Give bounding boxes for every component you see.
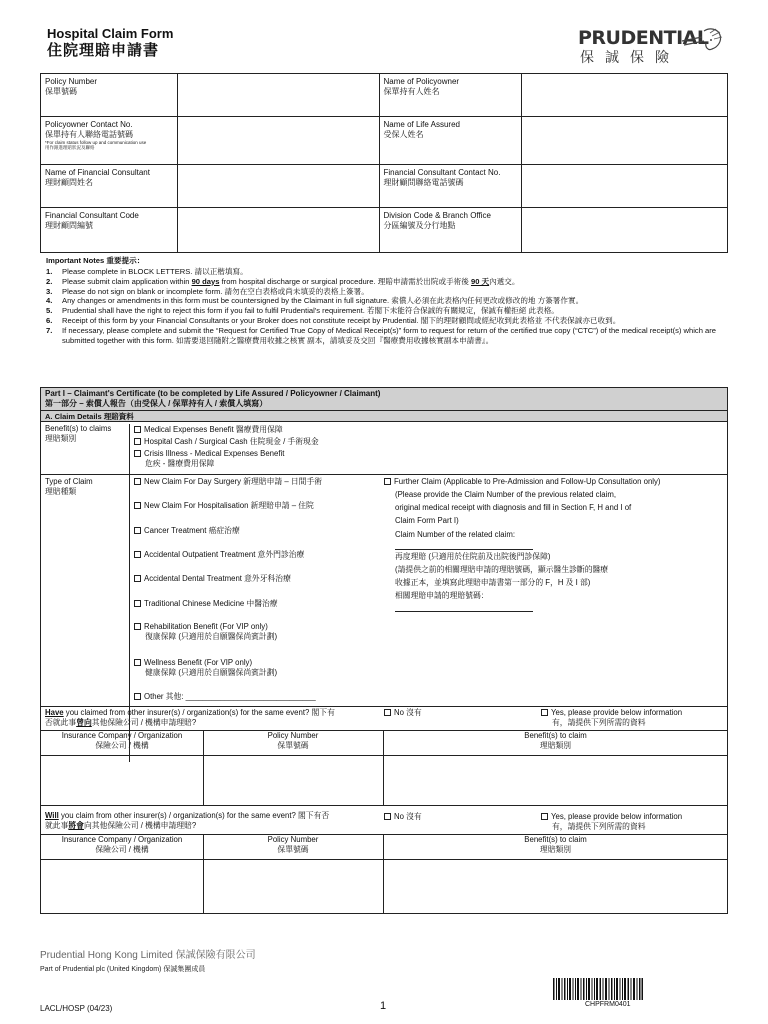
type-further-claim[interactable]: Further Claim (Applicable to Pre-Admission and Follow-Up Consultation only) (Please provide the Claim Number of the previous related claim, original medical receipt with diagnosis and fill in Section F, H and I of Claim Form Part I) Claim Number of the related claim: 再度理賠 (只適用於住院前及出院後門診保障) (請提供之前的相關理賠申請的理賠號碼，顯示醫生診斷的醫療 收據正本，並填寫此理賠申請書第一部分的 F，H 及 I 部) 相關理賠申請的理賠號碼：	[384, 477, 724, 612]
type-rehabilitation[interactable]: Rehabilitation Benefit (For VIP only) 復康保障 (只適用於自願醫保尚賓計劃)	[134, 622, 277, 642]
benefit-crisis-illness[interactable]: Crisis Illness - Medical Expenses Benefit 危疾 - 醫療費用保障	[134, 449, 284, 469]
part-one-heading: Part I – Claimant's Certificate (to be completed by Life Assured / Policyowner / Claimant) 第一部分 – 索償人報告（由受保人 / 保單持有人 / 索償人填寫）	[41, 388, 727, 411]
note-2: 2. Please submit claim application within 90 days from hospital discharge or surgical procedure. 理賠申請需於出院或手術後 90 天內遞交。	[46, 276, 520, 286]
col-benefit-to-claim-2: Benefit(s) to claim 理賠類別	[524, 835, 587, 855]
division-field[interactable]	[522, 208, 728, 253]
other-insurer-question-future: Will you claim from other insurer(s) / organization(s) for the same event? 閣下有否就此事將會向其他保險公司 / 機構申請理賠?	[45, 811, 330, 831]
policy-info-table	[40, 73, 728, 253]
form-title-chinese: 住院理賠申請書	[47, 42, 160, 59]
policy-number-field[interactable]	[177, 74, 379, 117]
type-wellness[interactable]: Wellness Benefit (For VIP only) 健康保障 (只適用於自願醫保尚賓計劃)	[134, 658, 277, 678]
fc-contact-label: Financial Consultant Contact No. 理財顧問聯絡電話號碼	[379, 165, 522, 208]
type-chinese-medicine[interactable]: Traditional Chinese Medicine 中醫治療	[134, 599, 278, 609]
note-5: 5. Prudential shall have the right to reject this form if you fail to fulfil Prudential's requirement. 若閣下未能符合保誠的有關規定，保誠有權拒絕 此表格。	[46, 306, 559, 316]
col-policy-number-2: Policy Number 保單號碼	[267, 835, 319, 855]
note-3: 3. Please do not sign on blank or incomplete form. 請勿在空白表格或尚未填妥的表格上簽署。	[46, 286, 369, 296]
policyowner-contact-label: Policyowner Contact No. 保單持有人聯絡電話號碼 *For claim status follow up and communication use 用作跟進理賠狀況及聯絡	[41, 117, 178, 165]
note-7: 7. If necessary, please complete and submit the “Request for Certified True Copy of Medical Receipt(s)” form to request for return of the certified true copy (“CTC”) of the medical receipt(s) which are submitted together with this form. 如需要退回隨附之醫療費用收據之核實 副本，請填妥及交回『醫療費用收據核實副本申請書』。	[46, 326, 717, 345]
type-other[interactable]: Other 其他: ______________________________	[134, 692, 316, 702]
type-of-claim-label: Type of Claim 理賠種類	[45, 477, 93, 496]
col-benefit-to-claim: Benefit(s) to claim 理賠類別	[524, 731, 587, 751]
type-day-surgery[interactable]: New Claim For Day Surgery 新理賠申請 – 日間手術	[134, 477, 322, 487]
benefit-medical-expenses[interactable]: Medical Expenses Benefit 醫療費用保障	[134, 425, 283, 435]
prudential-logo	[578, 27, 728, 69]
note-4: 4. Any changes or amendments in this form must be countersigned by the Claimant in full signature. 索償人必須在此表格內任何更改或修改的地 方簽署作實。	[46, 296, 584, 306]
claim-details-heading: A. Claim Details 理賠資料	[41, 411, 727, 422]
type-accidental-outpatient[interactable]: Accidental Outpatient Treatment 意外門診治療	[134, 550, 304, 560]
benefit-hospital-cash[interactable]: Hospital Cash / Surgical Cash 住院現金 / 手術現金	[134, 437, 319, 447]
past-claim-yes[interactable]: Yes, please provide below information 有，請提供下列所需的資料	[541, 708, 682, 728]
note-1: 1. Please complete in BLOCK LETTERS. 請以正楷填寫。	[46, 266, 248, 276]
col-insurance-company: Insurance Company / Organization 保險公司 / 機構	[61, 731, 183, 751]
logo-wordmark: PRUDENTIAL	[578, 27, 709, 49]
policyowner-name-field[interactable]	[522, 74, 728, 117]
logo-chinese: 保誠保險	[580, 49, 680, 65]
col-policy-number: Policy Number 保單號碼	[267, 731, 319, 751]
group-membership: Part of Prudential plc (United Kingdom) 保誠集團成員	[40, 966, 206, 973]
note-6: 6. Receipt of this form by your Financial Consultants or your Broker does not constitute receipt by Prudential. 閣下的理財顧問或經紀收到此表格並 不代表保誠亦已收到。	[46, 316, 621, 326]
fc-name-field[interactable]	[177, 165, 379, 208]
policyowner-contact-field[interactable]	[177, 117, 379, 165]
col-insurance-company-2: Insurance Company / Organization 保險公司 / 機構	[61, 835, 183, 855]
future-claim-yes[interactable]: Yes, please provide below information 有，請提供下列所需的資料	[541, 812, 682, 832]
life-assured-label: Name of Life Assured 受保人姓名	[379, 117, 522, 165]
company-name: Prudential Hong Kong Limited 保誠保險有限公司	[40, 950, 256, 961]
checkbox[interactable]	[134, 438, 141, 445]
part-one-section	[40, 387, 728, 914]
policy-number-label: Policy Number 保單號碼	[41, 74, 178, 117]
form-code: LACL/HOSP (04/23)	[40, 1004, 113, 1013]
fc-contact-field[interactable]	[522, 165, 728, 208]
past-claim-no[interactable]: No 沒有	[384, 708, 422, 718]
page-number: 1	[380, 1000, 387, 1012]
checkbox[interactable]	[134, 426, 141, 433]
division-label: Division Code & Branch Office 分區編號及分行地點	[379, 208, 522, 253]
policyowner-name-label: Name of Policyowner 保單持有人姓名	[379, 74, 522, 117]
fc-code-label: Financial Consultant Code 理財顧問編號	[41, 208, 178, 253]
type-accidental-dental[interactable]: Accidental Dental Treatment 意外牙科治療	[134, 574, 291, 584]
barcode-text: CHPFRM0401	[585, 1001, 631, 1008]
important-notes	[40, 256, 730, 346]
type-hospitalisation[interactable]: New Claim For Hospitalisation 新理賠申請 – 住院	[134, 501, 314, 511]
fc-code-field[interactable]	[177, 208, 379, 253]
barcode-image	[553, 978, 643, 1000]
type-cancer-treatment[interactable]: Cancer Treatment 癌症治療	[134, 526, 240, 536]
notes-heading: Important Notes 重要提示：	[46, 256, 145, 265]
future-claim-no[interactable]: No 沒有	[384, 812, 422, 822]
fc-name-label: Name of Financial Consultant 理財顧問姓名	[41, 165, 178, 208]
prudence-head-icon	[680, 27, 726, 53]
life-assured-field[interactable]	[522, 117, 728, 165]
benefit-label: Benefit(s) to claims 理賠類別	[45, 424, 112, 443]
form-title: Hospital Claim Form	[47, 26, 174, 41]
other-insurer-question-past: Have you claimed from other insurer(s) / organization(s) for the same event? 閣下有否就此事曾向其他保險公司 / 機構申請理賠?	[45, 708, 335, 728]
checkbox[interactable]	[134, 450, 141, 457]
